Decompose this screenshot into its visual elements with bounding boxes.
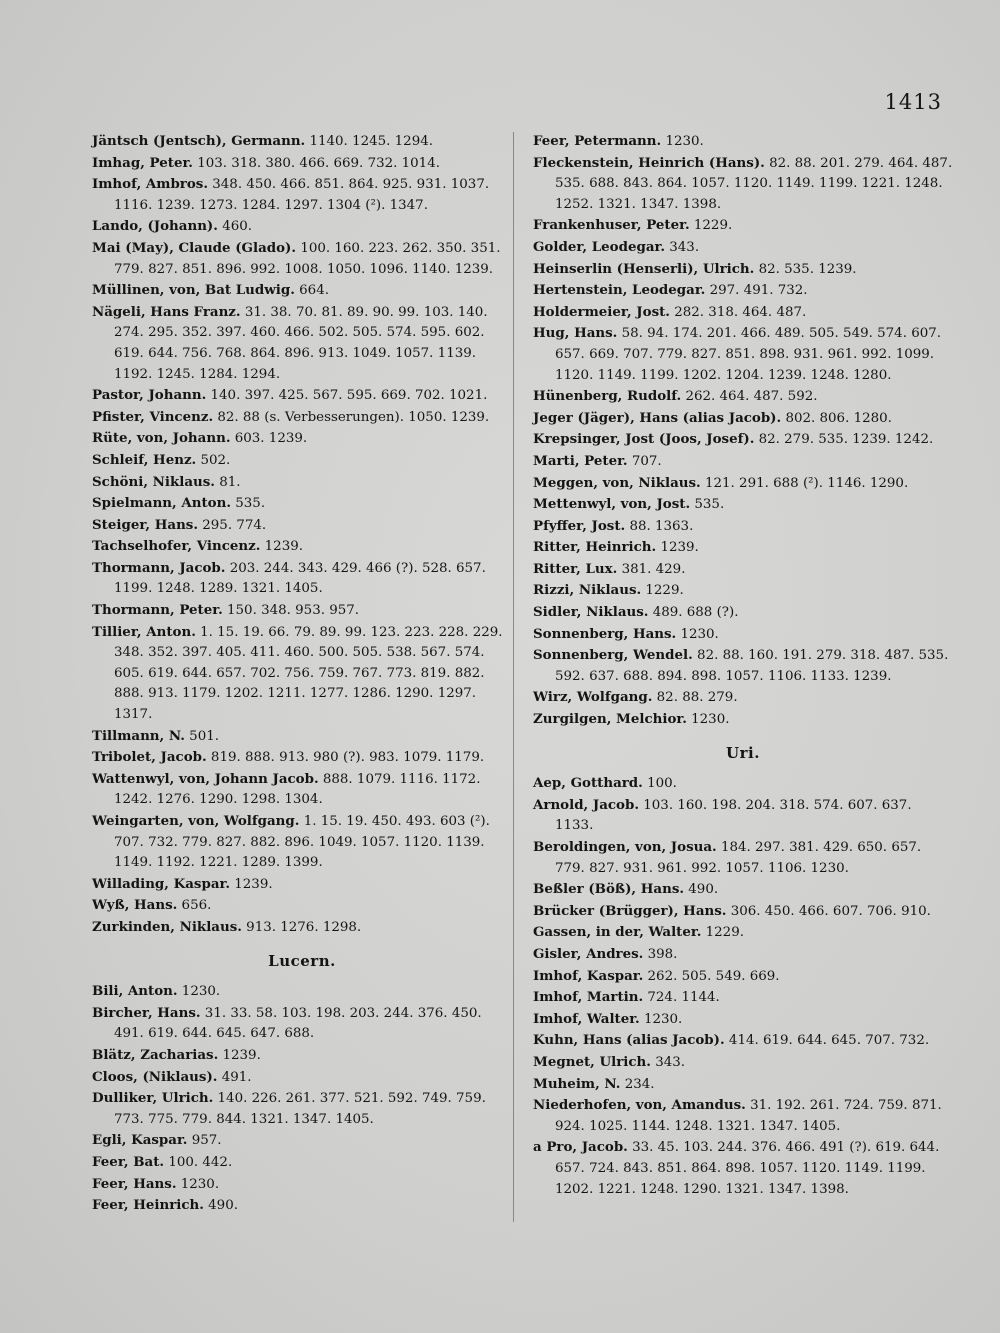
index-entry xyxy=(533,1074,953,1096)
entry-name: Pastor, Johann. xyxy=(92,387,207,404)
index-entry xyxy=(92,558,512,600)
entry-page-refs: 414. 619. 644. 645. 707. 732. xyxy=(724,1033,930,1049)
entry-name: Golder, Leodegar. xyxy=(533,238,666,255)
entry-page-refs: 1230. xyxy=(661,134,704,149)
index-entry xyxy=(92,428,512,450)
index-entry xyxy=(533,944,953,966)
entry-name: Blätz, Zacharias. xyxy=(92,1046,219,1063)
entry-name: Krepsinger, Jost (Joos, Josef). xyxy=(533,431,755,448)
entry-name: Gisler, Andres. xyxy=(533,945,644,962)
index-entry xyxy=(92,726,512,748)
entry-page-refs: 121. 291. 688 (²). 1146. 1290. xyxy=(700,475,909,491)
entry-page-refs: 140. 226. 261. 377. 521. 592. 749. 759. 773. 775. 779. 844. 1321. 1347. 1405. xyxy=(114,1091,486,1127)
entry-page-refs: 535. xyxy=(690,497,725,513)
entry-name: Mettenwyl, von, Jost. xyxy=(533,496,691,513)
index-entry xyxy=(92,1174,512,1196)
index-entry xyxy=(533,645,953,687)
index-entry xyxy=(92,515,512,537)
entry-name: Lando, (Johann). xyxy=(92,218,218,235)
right-entries-top xyxy=(533,131,953,731)
index-entry xyxy=(533,473,953,495)
entry-name: Nägeli, Hans Franz. xyxy=(92,303,241,320)
entry-page-refs: 1229. xyxy=(701,925,744,941)
entry-page-refs: 603. 1239. xyxy=(230,431,308,447)
entry-page-refs: 656. xyxy=(177,898,212,914)
entry-name: Thormann, Peter. xyxy=(92,602,223,619)
entry-page-refs: 460. xyxy=(217,219,253,235)
entry-name: Pfyffer, Jost. xyxy=(533,517,626,534)
index-entry xyxy=(92,450,512,472)
entry-name: Tribolet, Jacob. xyxy=(92,749,207,766)
entry-page-refs: 82. 88. 279. xyxy=(652,690,738,706)
entry-name: Ritter, Lux. xyxy=(533,560,618,577)
index-entry xyxy=(92,216,512,238)
index-entry xyxy=(92,238,512,280)
entry-page-refs: 707. xyxy=(627,453,662,469)
left-column xyxy=(92,131,512,1217)
entry-page-refs: 184. 297. 381. 429. 650. 657. 779. 827. 931. 961. 992. 1057. 1106. 1230. xyxy=(555,840,922,876)
entry-name: Sonnenberg, Hans. xyxy=(533,625,677,642)
entry-name: Ritter, Heinrich. xyxy=(533,539,657,556)
entry-name: Müllinen, von, Bat Ludwig. xyxy=(92,282,295,299)
index-entry xyxy=(92,493,512,515)
index-entry xyxy=(92,385,512,407)
entry-name: Holdermeier, Jost. xyxy=(533,303,670,320)
index-entry xyxy=(533,516,953,538)
entry-page-refs: 100. xyxy=(642,776,677,792)
index-entry xyxy=(533,259,953,281)
entry-page-refs: 58. 94. 174. 201. 466. 489. 505. 549. 574. 607. 657. 669. 707. 779. 827. 851. 898. 931. 961. 992. 1099. 1120. 1149. 1199. 1202. 1204. 1239. 1248. 1280. xyxy=(555,326,942,383)
index-entry xyxy=(533,429,953,451)
entry-name: Imhof, Martin. xyxy=(533,989,644,1006)
entry-name: Niederhofen, von, Amandus. xyxy=(533,1097,746,1114)
entry-page-refs: 1. 15. 19. 66. 79. 89. 99. 123. 223. 228. 229. 348. 352. 397. 405. 411. 460. 500. 505. 538. 567. 574. 605. 619. 644. 657. 702. 756. 759. 767. 773. 819. 882. 888. 913. 1179. 1202. 1211. 1277. 1286. 1290. 1297. 1317. xyxy=(114,624,503,723)
entry-page-refs: 1230. xyxy=(676,626,719,642)
entry-page-refs: 31. 192. 261. 724. 759. 871. 924. 1025. 1144. 1248. 1321. 1347. 1405. xyxy=(555,1098,942,1134)
entry-name: Aep, Gotthard. xyxy=(533,775,643,792)
entry-name: Egli, Kaspar. xyxy=(92,1132,188,1149)
entry-name: Tillier, Anton. xyxy=(92,623,196,640)
entry-name: Wyß, Hans. xyxy=(92,897,178,914)
entry-name: Megnet, Ulrich. xyxy=(533,1053,651,1070)
entry-page-refs: 103. 160. 198. 204. 318. 574. 607. 637. 1133. xyxy=(555,797,912,834)
index-entry xyxy=(92,536,512,558)
entry-name: Feer, Petermann. xyxy=(533,133,662,149)
index-entry xyxy=(533,966,953,988)
index-entry xyxy=(533,302,953,324)
section-heading-lucern: Lucern. xyxy=(268,951,336,970)
entry-page-refs: 724. 1144. xyxy=(643,990,720,1006)
entry-name: Beßler (Böß), Hans. xyxy=(533,881,685,898)
entry-name: Tachselhofer, Vincenz. xyxy=(92,538,261,555)
index-entry xyxy=(533,901,953,923)
entry-page-refs: 913. 1276. 1298. xyxy=(241,919,362,935)
entry-name: Frankenhuser, Peter. xyxy=(533,217,690,234)
entry-name: Heinserlin (Henserli), Ulrich. xyxy=(533,260,755,277)
entry-page-refs: 88. 1363. xyxy=(625,518,694,534)
index-entry xyxy=(533,602,953,624)
index-entry xyxy=(92,472,512,494)
index-entry xyxy=(92,747,512,769)
entry-page-refs: 103. 318. 380. 466. 669. 732. 1014. xyxy=(192,155,440,171)
entry-name: Feer, Heinrich. xyxy=(92,1197,204,1214)
entry-name: Feer, Hans. xyxy=(92,1175,177,1192)
index-entry xyxy=(533,1095,953,1137)
entry-name: Imhof, Walter. xyxy=(533,1010,640,1027)
entry-name: a Pro, Jacob. xyxy=(533,1139,628,1156)
entry-page-refs: 1140. 1245. 1294. xyxy=(305,134,433,149)
index-entry xyxy=(533,559,953,581)
entry-name: Bircher, Hans. xyxy=(92,1004,201,1021)
entry-page-refs: 82. 88 (s. Verbesserungen). 1050. 1239. xyxy=(213,409,490,425)
index-entry xyxy=(533,1137,953,1200)
index-entry xyxy=(533,215,953,237)
entry-name: Meggen, von, Niklaus. xyxy=(533,474,701,491)
entry-page-refs: 33. 45. 103. 244. 376. 466. 491 (?). 619. 644. 657. 724. 843. 851. 864. 898. 1057. 1120. 1149. 1199. 1202. 1221. 1248. 1290. 1321. 1347. 1398. xyxy=(555,1140,940,1197)
entry-page-refs: 1230. xyxy=(686,712,730,728)
entry-name: Weingarten, von, Wolfgang. xyxy=(92,813,300,829)
entry-name: Schöni, Niklaus. xyxy=(92,473,215,490)
entry-name: Marti, Peter. xyxy=(533,452,628,469)
entry-page-refs: 82. 88. 160. 191. 279. 318. 487. 535. 592. 637. 688. 894. 898. 1057. 1106. 1133. 1239. xyxy=(555,648,949,684)
index-entry xyxy=(92,407,512,429)
entry-page-refs: 490. xyxy=(203,1198,238,1214)
index-entry xyxy=(533,837,953,879)
index-entry xyxy=(92,302,512,385)
entry-page-refs: 957. xyxy=(187,1133,222,1149)
entry-name: Zurgilgen, Melchior. xyxy=(533,711,687,728)
entry-page-refs: 82. 279. 535. 1239. 1242. xyxy=(754,432,934,448)
index-entry xyxy=(92,917,512,939)
entry-name: Pfister, Vincenz. xyxy=(92,408,214,425)
entry-page-refs: 234. xyxy=(620,1076,655,1092)
entry-page-refs: 31. 33. 58. 103. 198. 203. 244. 376. 450. 491. 619. 644. 645. 647. 688. xyxy=(114,1005,482,1042)
entry-page-refs: 501. xyxy=(184,728,219,744)
entry-page-refs: 343. xyxy=(665,239,700,255)
entry-page-refs: 1230. xyxy=(177,984,221,1000)
entry-page-refs: 203. 244. 343. 429. 466 (?). 528. 657. 1199. 1248. 1289. 1321. 1405. xyxy=(114,560,486,597)
entry-page-refs: 297. 491. 732. xyxy=(705,283,808,299)
index-entry xyxy=(92,153,512,175)
index-entry xyxy=(533,323,953,386)
entry-name: Feer, Bat. xyxy=(92,1153,165,1170)
index-entry xyxy=(92,811,512,874)
page-number: 1413 xyxy=(884,90,942,114)
index-entry xyxy=(92,1045,512,1067)
index-entry xyxy=(533,879,953,901)
index-entry xyxy=(92,600,512,622)
right-entries-bottom xyxy=(533,773,953,1200)
entry-page-refs: 82. 535. 1239. xyxy=(754,261,857,277)
entry-name: Brücker (Brügger), Hans. xyxy=(533,902,727,919)
index-entry xyxy=(533,153,953,216)
entry-name: Arnold, Jacob. xyxy=(533,796,640,813)
entry-page-refs: 1239. xyxy=(218,1047,261,1063)
index-entry xyxy=(533,280,953,302)
index-entry xyxy=(92,769,512,811)
entry-name: Hug, Hans. xyxy=(533,325,618,342)
entry-name: Mai (May), Claude (Glado). xyxy=(92,239,297,256)
index-entry xyxy=(92,874,512,896)
entry-name: Imhag, Peter. xyxy=(92,154,193,171)
index-entry xyxy=(533,624,953,646)
entry-name: Jeger (Jäger), Hans (alias Jacob). xyxy=(533,409,782,426)
entry-page-refs: 82. 88. 201. 279. 464. 487. 535. 688. 843. 864. 1057. 1120. 1149. 1199. 1221. 1248. 1252. 1321. 1347. 1398. xyxy=(555,155,953,212)
right-column xyxy=(533,131,953,1200)
index-entry xyxy=(533,408,953,430)
entry-page-refs: 1229. xyxy=(689,218,733,234)
entry-name: Hünenberg, Rudolf. xyxy=(533,388,682,405)
index-entry xyxy=(533,386,953,408)
entry-name: Cloos, (Niklaus). xyxy=(92,1068,218,1085)
index-entry xyxy=(92,895,512,917)
entry-name: Rizzi, Niklaus. xyxy=(533,582,642,599)
index-entry xyxy=(92,1195,512,1217)
index-entry xyxy=(533,922,953,944)
entry-name: Beroldingen, von, Josua. xyxy=(533,839,717,855)
entry-name: Rüte, von, Johann. xyxy=(92,430,231,447)
entry-page-refs: 1229. xyxy=(641,583,684,599)
entry-page-refs: 348. 450. 466. 851. 864. 925. 931. 1037. 1116. 1239. 1273. 1284. 1297. 1304 (²). 1347. xyxy=(114,177,490,213)
entry-page-refs: 262. 464. 487. 592. xyxy=(681,389,818,405)
entry-page-refs: 535. xyxy=(231,496,266,512)
index-entry xyxy=(92,1152,512,1174)
column-divider xyxy=(513,132,514,1222)
index-entry xyxy=(533,494,953,516)
entry-name: Fleckenstein, Heinrich (Hans). xyxy=(533,154,765,171)
entry-page-refs: 664. xyxy=(294,283,329,299)
entry-name: Imhof, Kaspar. xyxy=(533,967,644,984)
index-entry xyxy=(92,280,512,302)
left-entries-bottom xyxy=(92,981,512,1217)
entry-page-refs: 1230. xyxy=(176,1176,220,1192)
entry-page-refs: 282. 318. 464. 487. xyxy=(669,304,807,320)
entry-page-refs: 81. xyxy=(214,474,241,490)
index-entry xyxy=(92,622,512,726)
entry-name: Bili, Anton. xyxy=(92,983,178,1000)
index-entry xyxy=(533,131,953,153)
index-entry xyxy=(533,687,953,709)
entry-page-refs: 381. 429. xyxy=(617,561,686,577)
index-entry xyxy=(92,1130,512,1152)
index-entry xyxy=(533,987,953,1009)
entry-name: Steiger, Hans. xyxy=(92,516,199,533)
index-entry xyxy=(92,1088,512,1130)
index-entry xyxy=(92,131,512,153)
entry-page-refs: 888. 1079. 1116. 1172. 1242. 1276. 1290. 1298. 1304. xyxy=(114,771,481,808)
entry-page-refs: 491. xyxy=(217,1069,252,1085)
left-entries-top xyxy=(92,131,512,939)
entry-page-refs: 100. 160. 223. 262. 350. 351. 779. 827. 851. 896. 992. 1008. 1050. 1096. 1140. 1239. xyxy=(114,240,501,277)
entry-page-refs: 1239. xyxy=(230,876,273,892)
entry-name: Wattenwyl, von, Johann Jacob. xyxy=(92,770,319,787)
index-entry xyxy=(533,580,953,602)
entry-name: Sidler, Niklaus. xyxy=(533,604,649,621)
index-entry xyxy=(92,1003,512,1045)
index-entry xyxy=(92,1067,512,1089)
index-entry xyxy=(533,237,953,259)
entry-name: Jäntsch (Jentsch), Germann. xyxy=(92,133,306,149)
entry-page-refs: 1230. xyxy=(639,1011,683,1027)
entry-name: Sonnenberg, Wendel. xyxy=(533,647,693,664)
index-entry xyxy=(533,795,953,837)
entry-name: Schleif, Henz. xyxy=(92,451,197,468)
entry-page-refs: 31. 38. 70. 81. 89. 90. 99. 103. 140. 274. 295. 352. 397. 460. 466. 502. 505. 574. 595. 602. 619. 644. 756. 768. 864. 896. 913. 1049. 1057. 1139. 1192. 1245. 1284. 1294. xyxy=(114,304,488,382)
index-entry xyxy=(92,981,512,1003)
entry-page-refs: 1239. xyxy=(260,539,303,555)
entry-name: Dulliker, Ulrich. xyxy=(92,1090,214,1107)
entry-page-refs: 502. xyxy=(196,452,231,468)
index-entry xyxy=(533,773,953,795)
entry-name: Muheim, N. xyxy=(533,1075,621,1092)
entry-page-refs: 343. xyxy=(650,1054,686,1070)
entry-page-refs: 1. 15. 19. 450. 493. 603 (²). 707. 732. 779. 827. 882. 896. 1049. 1057. 1120. 1139. 1149. 1192. 1221. 1289. 1399. xyxy=(114,814,490,871)
entry-name: Imhof, Ambros. xyxy=(92,176,208,193)
entry-page-refs: 1239. xyxy=(656,540,699,556)
entry-page-refs: 295. 774. xyxy=(198,517,267,533)
entry-page-refs: 802. 806. 1280. xyxy=(781,410,892,426)
entry-name: Spielmann, Anton. xyxy=(92,495,232,512)
entry-page-refs: 306. 450. 466. 607. 706. 910. xyxy=(726,903,931,919)
index-entry xyxy=(533,1009,953,1031)
entry-page-refs: 489. 688 (?). xyxy=(648,605,739,621)
entry-name: Kuhn, Hans (alias Jacob). xyxy=(533,1032,725,1049)
entry-page-refs: 398. xyxy=(643,946,678,962)
entry-page-refs: 150. 348. 953. 957. xyxy=(222,603,360,619)
entry-page-refs: 490. xyxy=(684,882,719,898)
entry-name: Zurkinden, Niklaus. xyxy=(92,918,242,935)
entry-page-refs: 140. 397. 425. 567. 595. 669. 702. 1021. xyxy=(206,388,488,404)
index-entry xyxy=(533,451,953,473)
index-entry xyxy=(533,1030,953,1052)
index-entry xyxy=(533,537,953,559)
entry-name: Tillmann, N. xyxy=(92,727,185,744)
section-heading-uri: Uri. xyxy=(726,743,760,762)
entry-page-refs: 100. 442. xyxy=(164,1154,233,1170)
entry-name: Wirz, Wolfgang. xyxy=(533,689,653,706)
entry-name: Willading, Kaspar. xyxy=(92,875,230,892)
index-entry xyxy=(533,709,953,731)
entry-page-refs: 819. 888. 913. 980 (?). 983. 1079. 1179. xyxy=(206,750,485,766)
entry-page-refs: 262. 505. 549. 669. xyxy=(643,968,780,984)
entry-name: Gassen, in der, Walter. xyxy=(533,924,702,941)
entry-name: Hertenstein, Leodegar. xyxy=(533,282,706,299)
entry-name: Thormann, Jacob. xyxy=(92,559,226,576)
index-entry xyxy=(533,1052,953,1074)
index-entry xyxy=(92,174,512,216)
